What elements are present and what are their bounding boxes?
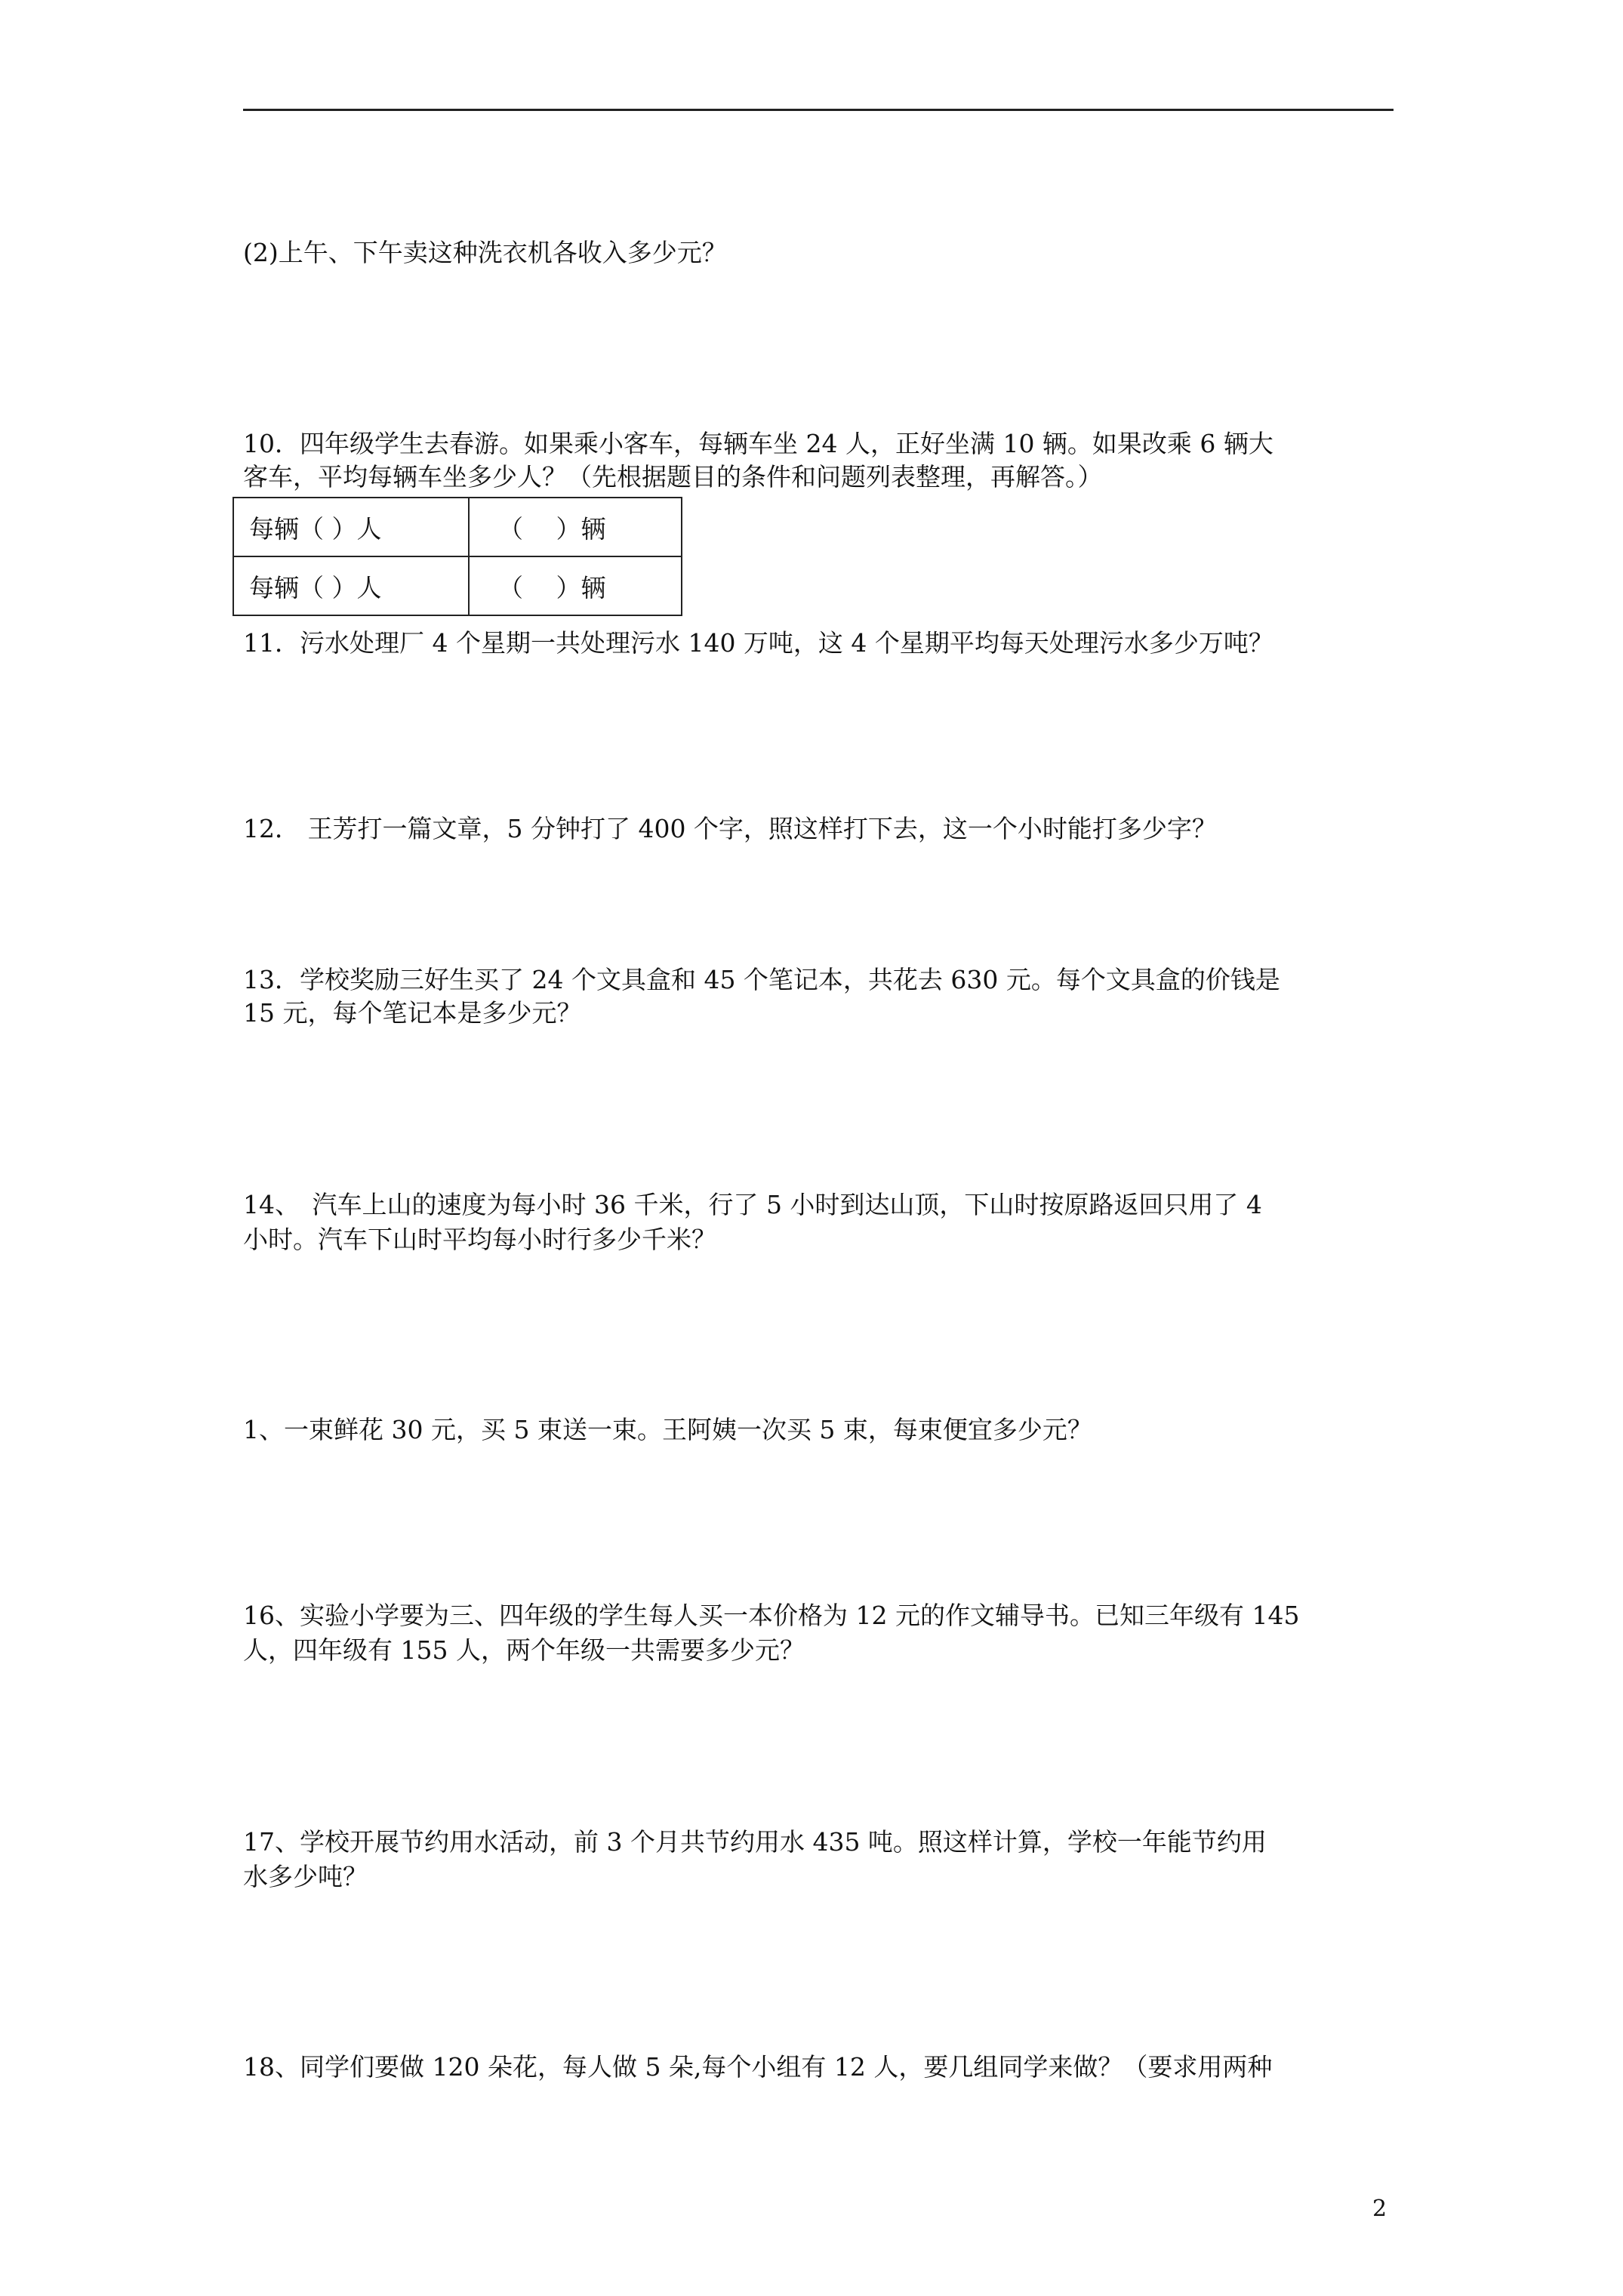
- question-18: 18、同学们要做 120 朵花，每人做 5 朵,每个小组有 12 人，要几组同学来做？（要求用两种: [243, 2052, 1273, 2082]
- question-10-line-2: 客车，平均每辆车坐多少人？（先根据题目的条件和问题列表整理，再解答。）: [243, 462, 1103, 492]
- question-15: 1、一束鲜花 30 元，买 5 束送一束。王阿姨一次买 5 束，每束便宜多少元？: [243, 1415, 1092, 1444]
- question-10-table: [233, 497, 682, 616]
- question-16-line-2: 人，四年级有 155 人，两个年级一共需要多少元？: [243, 1635, 805, 1665]
- page-number: 2: [1372, 2196, 1387, 2222]
- question-13-line-1: 13．学校奖励三好生买了 24 个文具盒和 45 个笔记本，共花去 630 元。每个文具盒的价钱是: [243, 965, 1280, 994]
- table-cell: （ ）辆: [469, 498, 682, 556]
- table-cell: 每辆（ ）人: [233, 556, 469, 615]
- question-16-line-1: 16、实验小学要为三、四年级的学生每人买一本价格为 12 元的作文辅导书。已知三年级有 145: [243, 1601, 1300, 1630]
- question-14-line-2: 小时。汽车下山时平均每小时行多少千米？: [243, 1225, 716, 1254]
- question-12: 12． 王芳打一篇文章，5 分钟打了 400 个字，照这样打下去，这一个小时能打多少字？: [243, 814, 1217, 843]
- question-10-line-1: 10．四年级学生去春游。如果乘小客车，每辆车坐 24 人，正好坐满 10 辆。如果改乘 6 辆大: [243, 429, 1273, 458]
- table-row: [233, 556, 682, 615]
- table-cell: 每辆（ ）人: [233, 498, 469, 556]
- question-11: 11．污水处理厂 4 个星期一共处理污水 140 万吨，这 4 个星期平均每天处理污水多少万吨？: [243, 628, 1273, 658]
- header-rule: [243, 109, 1394, 111]
- table-cell: （ ）辆: [469, 556, 682, 615]
- table-row: [233, 498, 682, 556]
- question-14-line-1: 14、 汽车上山的速度为每小时 36 千米，行了 5 小时到达山顶，下山时按原路返回只用了 4: [243, 1190, 1262, 1219]
- question-13-line-2: 15 元，每个笔记本是多少元？: [243, 998, 582, 1028]
- question-17-line-2: 水多少吨？: [243, 1862, 368, 1891]
- question-9-part-2: (2)上午、下午卖这种洗衣机各收入多少元？: [243, 238, 727, 267]
- question-17-line-1: 17、学校开展节约用水活动，前 3 个月共节约用水 435 吨。照这样计算，学校一年能节约用: [243, 1827, 1267, 1857]
